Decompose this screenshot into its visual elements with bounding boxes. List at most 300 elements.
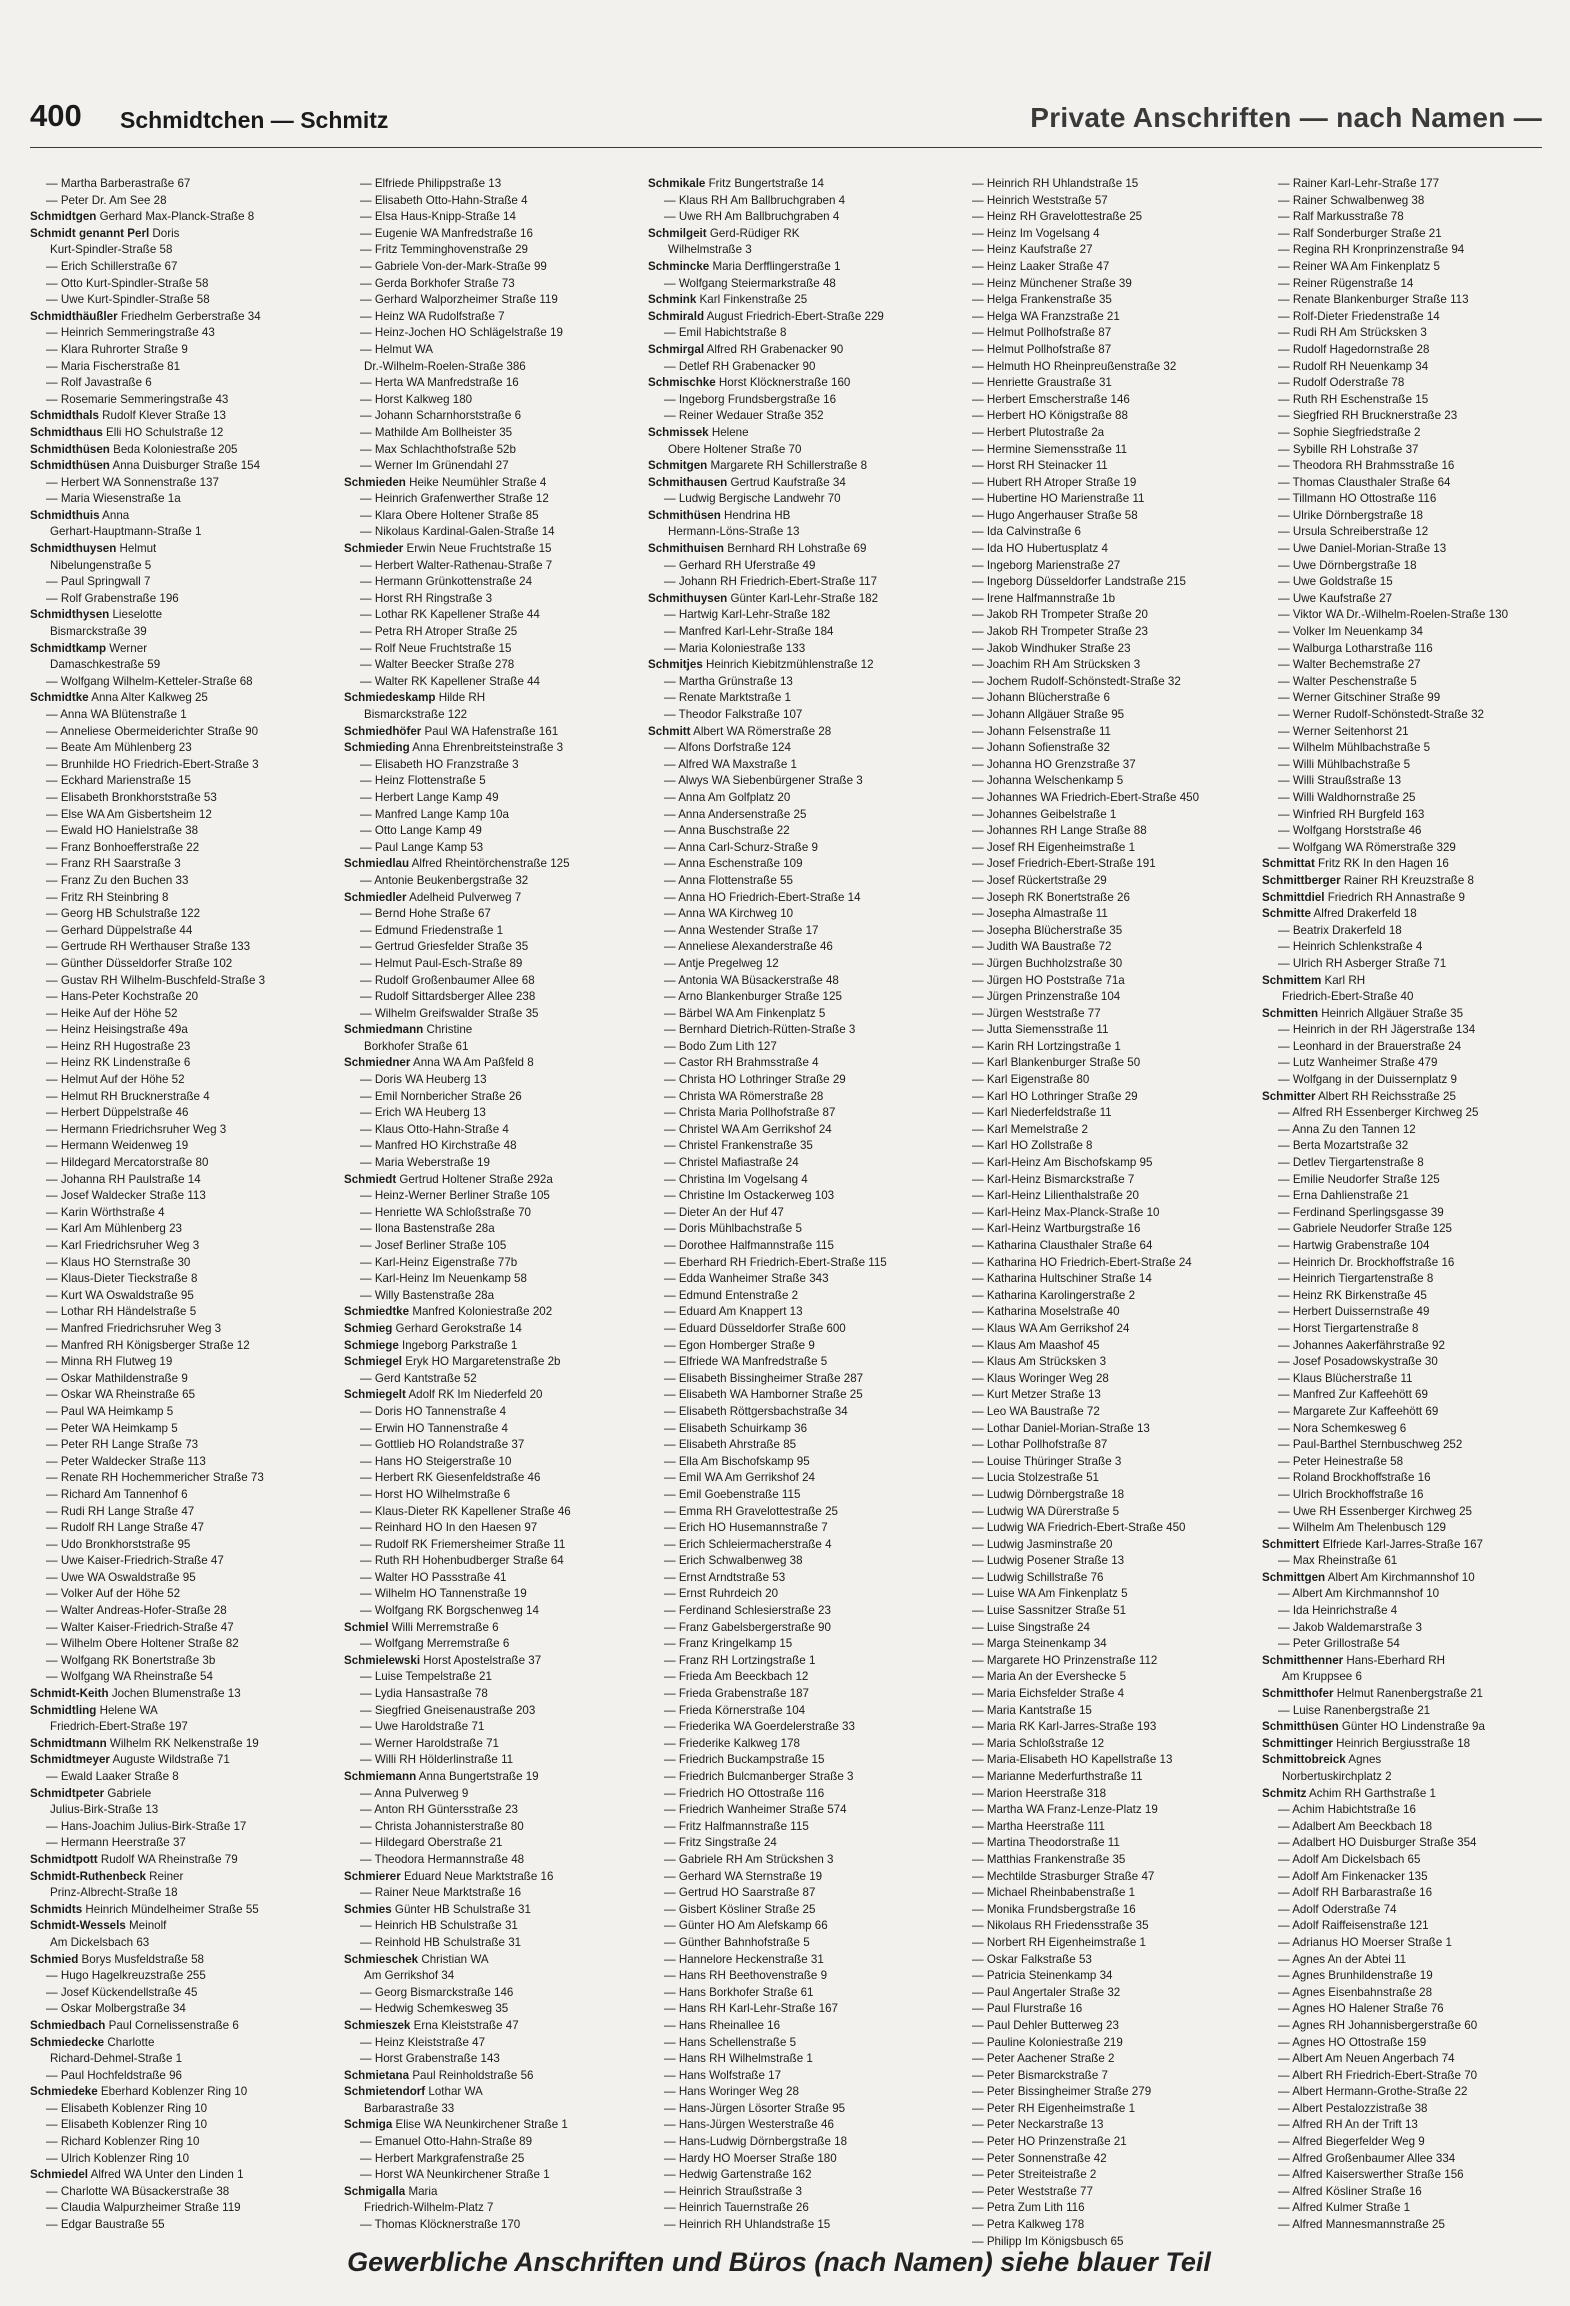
entry-details: Oskar Mathildenstraße 9 [60, 1371, 188, 1385]
repeat-dash: — [972, 1056, 987, 1070]
listing-entry [956, 1022, 1264, 1039]
entry-details: Claudia Walpurzheimer Straße 119 [60, 2201, 241, 2215]
entry-details: Martha Barberastraße 67 [60, 177, 191, 190]
repeat-dash: — [1278, 708, 1293, 721]
repeat-dash: — [1278, 392, 1293, 406]
listing-entry [30, 1221, 338, 1238]
entry-details: Herbert WA Sonnenstraße 137 [60, 475, 219, 489]
listing-entry [344, 674, 652, 691]
repeat-dash: — [46, 492, 61, 506]
surname-label: Schmithuysen [648, 591, 728, 605]
surname-label: Schmittberger [1262, 873, 1341, 887]
entry-details: Willi RH Hölderlinstraße 11 [374, 1753, 514, 1767]
repeat-dash: — [46, 890, 61, 904]
listing-entry [648, 890, 956, 907]
entry-details: Anna Andersenstraße 25 [678, 807, 807, 821]
surname-label: Schmink [648, 293, 697, 307]
repeat-dash: — [1278, 1454, 1293, 1468]
listing-entry [344, 956, 652, 973]
repeat-dash: — [664, 558, 679, 572]
repeat-dash: — [46, 824, 61, 838]
repeat-dash: — [360, 459, 375, 473]
listing-entry [344, 408, 652, 425]
listing-entry [344, 1686, 652, 1703]
repeat-dash: — [664, 625, 679, 639]
surname-label: Schmittdiel [1262, 890, 1325, 904]
entry-details: Karl Blankenburger Straße 50 [986, 1056, 1141, 1070]
entry-details: Gertrud Kaufstraße 34 [727, 475, 846, 489]
surname-label: Schmirald [648, 309, 705, 323]
entry-details: Christina Im Vogelsang 4 [678, 1172, 808, 1186]
entry-details: Johann Allgäuer Straße 95 [986, 708, 1125, 721]
repeat-dash: — [46, 1338, 61, 1352]
listing-entry [1262, 1603, 1570, 1620]
entry-details: Helmut WA [374, 342, 434, 356]
entry-details: Siegfried RH Brucknerstraße 23 [1292, 409, 1458, 423]
entry-details: Jutta Siemensstraße 11 [986, 1023, 1109, 1037]
listing-entry [648, 1354, 956, 1371]
repeat-dash: — [46, 1139, 61, 1153]
entry-details: Karl HO Zollstraße 8 [986, 1139, 1093, 1153]
listing-entry [956, 674, 1264, 691]
listing-entry [648, 2151, 956, 2168]
listing-entry [648, 740, 956, 757]
repeat-dash: — [360, 1272, 375, 1286]
repeat-dash: — [1278, 1023, 1293, 1037]
surname-label: Schmiegelt [344, 1388, 406, 1402]
entry-details: Frieda Körnerstraße 104 [678, 1703, 806, 1717]
repeat-dash: — [664, 1537, 679, 1551]
repeat-dash: — [46, 1637, 61, 1651]
listing-entry [956, 856, 1264, 873]
surname-entry [30, 425, 338, 442]
entry-details: Herbert Duissernstraße 49 [1292, 1305, 1430, 1319]
entry-details: Helmut [116, 542, 157, 556]
repeat-dash: — [46, 1272, 61, 1286]
listing-entry [648, 1138, 956, 1155]
repeat-dash: — [664, 973, 679, 987]
repeat-dash: — [46, 342, 61, 356]
entry-details: Maria Fischerstraße 81 [60, 359, 181, 373]
entry-details: Alfred Mannesmannstraße 25 [1292, 2218, 1445, 2232]
listing-entry [648, 1155, 956, 1172]
listing-entry [1262, 740, 1570, 757]
listing-entry [648, 1968, 956, 1985]
entry-details: Bismarckstraße 122 [364, 708, 468, 721]
listing-entry [956, 1304, 1264, 1321]
listing-entry [1262, 226, 1570, 243]
repeat-dash: — [1278, 2168, 1293, 2182]
listing-entry [30, 2134, 338, 2151]
entry-details: Theodora RH Brahmsstraße 16 [1292, 459, 1455, 473]
listing-entry [344, 1752, 652, 1769]
repeat-dash: — [1278, 1637, 1293, 1651]
repeat-dash: — [46, 1089, 61, 1103]
entry-details: Anna Carl-Schurz-Straße 9 [678, 840, 819, 854]
surname-label: Schmidtpott [30, 1852, 98, 1866]
surname-label: Schmiedecke [30, 2035, 105, 2049]
listing-entry [956, 773, 1264, 790]
surname-label: Schmitter [1262, 1089, 1316, 1103]
entry-details: Ludwig Schillstraße 76 [986, 1570, 1104, 1584]
repeat-dash: — [972, 525, 987, 539]
listing-entry [956, 1885, 1264, 1902]
repeat-dash: — [1278, 309, 1293, 323]
entry-details: Karl Memelstraße 2 [986, 1122, 1088, 1136]
repeat-dash: — [360, 309, 375, 323]
listing-entry [1262, 1255, 1570, 1272]
repeat-dash: — [972, 1521, 987, 1535]
entry-details: Walter HO Passstraße 41 [374, 1570, 507, 1584]
repeat-dash: — [46, 1305, 61, 1319]
entry-details: Karin Wörthstraße 4 [60, 1205, 165, 1219]
entry-details: Hilde RH [435, 691, 486, 705]
entry-details: Wilhelm RK Nelkenstraße 19 [106, 1736, 259, 1750]
listing-entry [344, 508, 652, 525]
repeat-dash: — [360, 1886, 375, 1900]
surname-entry [344, 690, 652, 707]
surname-label: Schmiedeke [30, 2085, 98, 2099]
listing-entry [648, 1686, 956, 1703]
repeat-dash: — [46, 177, 61, 190]
entry-details: Josef Berliner Straße 105 [374, 1239, 507, 1252]
listing-entry [648, 491, 956, 508]
surname-label: Schmidts [30, 1902, 83, 1916]
surname-label: Schmiedler [344, 890, 407, 904]
entry-details: Lydia Hansastraße 78 [374, 1687, 488, 1701]
listing-entry [1262, 508, 1570, 525]
surname-entry [344, 475, 652, 492]
repeat-dash: — [46, 1239, 61, 1252]
entry-details: Meinolf [125, 1919, 167, 1933]
repeat-dash: — [664, 1205, 679, 1219]
listing-entry [1262, 458, 1570, 475]
repeat-dash: — [360, 326, 375, 340]
repeat-dash: — [664, 1272, 679, 1286]
entry-details: Maria Koloniestraße 133 [678, 641, 806, 655]
entry-details: Lutz Wanheimer Straße 479 [1292, 1056, 1438, 1070]
listing-entry [344, 209, 652, 226]
entry-details: Otto Lange Kamp 49 [374, 824, 482, 838]
listing-entry [1262, 1487, 1570, 1504]
entry-details: Reinhard HO In den Haesen 97 [374, 1521, 538, 1535]
entry-details: Lothar Pollhofstraße 87 [986, 1438, 1108, 1452]
entry-details: Klaus WA Am Gerrikshof 24 [986, 1321, 1130, 1335]
repeat-dash: — [972, 1687, 987, 1701]
entry-details: Karl HO Lothringer Straße 29 [986, 1089, 1138, 1103]
repeat-dash: — [360, 1205, 375, 1219]
surname-label: Schmitthofer [1262, 1687, 1334, 1701]
entry-details: Wolfgang in der Duissernplatz 9 [1292, 1073, 1457, 1087]
surname-label: Schmitte [1262, 907, 1311, 921]
entry-details: Katharina Moselstraße 40 [986, 1305, 1120, 1319]
repeat-dash: — [972, 641, 987, 655]
listing-entry [956, 2101, 1264, 2118]
entry-details: Josef Kückendellstraße 45 [60, 1985, 198, 1999]
entry-details: Wolfgang Steiermarkstraße 48 [678, 276, 836, 290]
listing-entry [344, 1586, 652, 1603]
entry-details: Franz Zu den Buchen 33 [60, 873, 189, 887]
entry-details: Luise WA Am Finkenplatz 5 [986, 1587, 1128, 1601]
listing-entry [344, 1155, 652, 1172]
repeat-dash: — [972, 1255, 987, 1269]
listing-entry [956, 1620, 1264, 1637]
entry-details: Heinz RH Gravelottestraße 25 [986, 210, 1143, 224]
entry-details: Helmuth HO Rheinpreußenstraße 32 [986, 359, 1177, 373]
entry-details: Michael Rheinbabenstraße 1 [986, 1886, 1136, 1900]
repeat-dash: — [664, 2052, 679, 2066]
entry-details: Josef Rückertstraße 29 [986, 873, 1107, 887]
listing-entry [30, 1304, 338, 1321]
repeat-dash: — [46, 1056, 61, 1070]
listing-entry [344, 1669, 652, 1686]
repeat-dash: — [360, 1554, 375, 1568]
entry-details: Doris Mühlbachstraße 5 [678, 1222, 802, 1236]
surname-entry [344, 541, 652, 558]
repeat-dash: — [972, 857, 987, 871]
entry-details: Karin RH Lortzingstraße 1 [986, 1039, 1121, 1053]
listing-entry [956, 1437, 1264, 1454]
entry-details: Ludwig Jasminstraße 20 [986, 1537, 1113, 1551]
repeat-dash: — [360, 1371, 375, 1385]
surname-entry [30, 1786, 338, 1803]
listing-entry [344, 1138, 652, 1155]
entry-details: Barbarastraße 33 [364, 2101, 455, 2115]
entry-details: Ida HO Hubertusplatz 4 [986, 542, 1108, 556]
listing-entry [956, 823, 1264, 840]
entry-details: Horst Grabenstraße 143 [374, 2052, 500, 2066]
entry-details: Adolf Am Finkenacker 135 [1292, 1869, 1428, 1883]
listing-entry [956, 1487, 1264, 1504]
repeat-dash: — [1278, 525, 1293, 539]
entry-details: Hendrina HB [720, 508, 791, 522]
repeat-dash: — [360, 2002, 375, 2016]
surname-entry [344, 1338, 652, 1355]
entry-details: Irene Halfmannstraße 1b [986, 591, 1116, 605]
entry-details: Karl-Heinz Bismarckstraße 7 [986, 1172, 1135, 1186]
listing-entry [1262, 176, 1570, 193]
listing-entry [956, 2184, 1264, 2201]
repeat-dash: — [46, 1653, 61, 1667]
entry-details: Beate Am Mühlenberg 23 [60, 741, 192, 755]
repeat-dash: — [1278, 1620, 1293, 1634]
listing-entry [1262, 1703, 1570, 1720]
repeat-dash: — [46, 2184, 61, 2198]
entry-details: Bernhard RH Lohstraße 69 [724, 542, 867, 556]
entry-details: Rudolf Klever Straße 13 [98, 409, 226, 423]
listing-entry [30, 807, 338, 824]
repeat-dash: — [1278, 359, 1293, 373]
repeat-dash: — [1278, 2052, 1293, 2066]
repeat-dash: — [972, 2151, 987, 2165]
repeat-dash: — [1278, 1935, 1293, 1949]
surname-label: Schmidthäußler [30, 309, 118, 323]
listing-entry [956, 1703, 1264, 1720]
entry-details: Anna Eschenstraße 109 [678, 857, 803, 871]
entry-details: Friedrich-Wilhelm-Platz 7 [364, 2201, 494, 2215]
surname-entry [30, 1952, 338, 1969]
entry-details: Heinz Flottenstraße 5 [374, 774, 486, 788]
listing-entry [30, 1288, 338, 1305]
entry-details: Frieda Grabenstraße 187 [678, 1687, 810, 1701]
entry-details: Wilhelm Mühlbachstraße 5 [1292, 741, 1431, 755]
repeat-dash: — [664, 1570, 679, 1584]
listing-entry [648, 1238, 956, 1255]
repeat-dash: — [664, 1852, 679, 1866]
entry-details: Heinrich Tauernstraße 26 [678, 2201, 809, 2215]
entry-details: Lucia Stolzestraße 51 [986, 1471, 1099, 1485]
listing-entry [956, 1918, 1264, 1935]
repeat-dash: — [1278, 724, 1293, 738]
surname-label: Schmiege [344, 1338, 399, 1352]
listing-entry [956, 1454, 1264, 1471]
entry-details: Johanna RH Paulstraße 14 [60, 1172, 201, 1186]
entry-details: Uwe Goldstraße 15 [1292, 575, 1393, 589]
listing-entry [1262, 1885, 1570, 1902]
listing-entry [648, 1885, 956, 1902]
listing-entry [344, 973, 652, 990]
repeat-dash: — [360, 1786, 375, 1800]
listing-column-5 [1262, 176, 1570, 2232]
surname-entry [30, 309, 338, 326]
surname-entry [1262, 1006, 1570, 1023]
repeat-dash: — [972, 475, 987, 489]
entry-details: Hans-Jürgen Westerstraße 46 [678, 2118, 834, 2132]
entry-details: Albert Pestalozzistraße 38 [1292, 2101, 1428, 2115]
entry-details: Heinrich in der RH Jägerstraße 134 [1292, 1023, 1476, 1037]
entry-details: Ferdinand Sperlingsgasse 39 [1292, 1205, 1444, 1219]
entry-details: Paul WA Hafenstraße 161 [421, 724, 559, 738]
entry-details: Ulrike Dörnbergstraße 18 [1292, 508, 1423, 522]
listing-entry [956, 176, 1264, 193]
surname-label: Schmidt genannt Perl [30, 226, 150, 240]
listing-entry [956, 524, 1264, 541]
repeat-dash: — [664, 359, 679, 373]
entry-details: Helmut Paul-Esch-Straße 89 [374, 956, 523, 970]
listing-entry [1262, 1470, 1570, 1487]
listing-entry [344, 1885, 652, 1902]
repeat-dash: — [360, 1006, 375, 1020]
repeat-dash: — [1278, 1554, 1293, 1568]
repeat-dash: — [972, 1487, 987, 1501]
listing-entry [956, 458, 1264, 475]
surname-label: Schmiedner [344, 1056, 411, 1070]
repeat-dash: — [360, 840, 375, 854]
entry-details: Rudolf Großenbaumer Allee 68 [374, 973, 535, 987]
entry-details: Klaus Blücherstraße 11 [1292, 1371, 1413, 1385]
listing-entry [344, 1985, 652, 2002]
repeat-dash: — [972, 1371, 987, 1385]
repeat-dash: — [972, 591, 987, 605]
listing-entry [30, 2217, 338, 2234]
listing-entry [648, 1338, 956, 1355]
repeat-dash: — [972, 1653, 987, 1667]
listing-entry [956, 1835, 1264, 1852]
repeat-dash: — [1278, 2118, 1293, 2132]
entry-details: Brunhilde HO Friedrich-Ebert-Straße 3 [60, 757, 259, 771]
entry-details: Alfons Dorfstraße 124 [678, 741, 791, 755]
entry-details: Judith WA Baustraße 72 [986, 940, 1112, 954]
repeat-dash: — [972, 2035, 987, 2049]
listing-entry [1262, 325, 1570, 342]
entry-details: Hildegard Mercatorstraße 80 [60, 1156, 209, 1170]
listing-entry [648, 1669, 956, 1686]
listing-entry [344, 524, 652, 541]
entry-details: Reiner WA Am Finkenplatz 5 [1292, 259, 1440, 273]
repeat-dash: — [1278, 1255, 1293, 1269]
listing-entry [1262, 690, 1570, 707]
entry-details: Dieter An der Huf 47 [678, 1205, 784, 1219]
listing-entry [344, 1852, 652, 1869]
listing-entry [1262, 1039, 1570, 1056]
entry-details: Friedrich-Ebert-Straße 40 [1282, 990, 1414, 1004]
listing-entry [956, 292, 1264, 309]
entry-details: Peter Aachener Straße 2 [986, 2052, 1115, 2066]
repeat-dash: — [972, 1006, 987, 1020]
entry-details: Peter HO Prinzenstraße 21 [986, 2135, 1127, 2149]
surname-label: Schmieden [344, 475, 406, 489]
repeat-dash: — [972, 243, 987, 257]
entry-details: Josef Friedrich-Ebert-Straße 191 [986, 857, 1156, 871]
repeat-dash: — [972, 890, 987, 904]
entry-details: Richard Am Tannenhof 6 [60, 1487, 188, 1501]
repeat-dash: — [360, 492, 375, 506]
listing-entry [648, 956, 956, 973]
listing-entry [344, 1802, 652, 1819]
entry-details: Kurt Metzer Straße 13 [986, 1388, 1101, 1402]
listing-entry [30, 707, 338, 724]
listing-entry [648, 1852, 956, 1869]
listing-entry [648, 1703, 956, 1720]
surname-label: Schmigalla [344, 2184, 406, 2198]
entry-details: Thomas Clausthaler Straße 64 [1292, 475, 1451, 489]
repeat-dash: — [360, 508, 375, 522]
entry-details: Rudolf RK Friemersheimer Straße 11 [374, 1537, 566, 1551]
surname-entry [648, 475, 956, 492]
entry-details: Bismarckstraße 39 [50, 625, 147, 639]
listing-entry [648, 807, 956, 824]
listing-entry [956, 1504, 1264, 1521]
entry-details: Werner Im Grünendahl 27 [374, 459, 509, 473]
entry-details: Ulrich RH Asberger Straße 71 [1292, 956, 1447, 970]
entry-details: Agnes An der Abtei 11 [1292, 1952, 1407, 1966]
repeat-dash: — [972, 1720, 987, 1734]
repeat-dash: — [360, 923, 375, 937]
repeat-dash: — [972, 309, 987, 323]
listing-entry [648, 939, 956, 956]
repeat-dash: — [360, 1073, 375, 1087]
entry-details: Uwe WA Oswaldstraße 95 [60, 1570, 196, 1584]
repeat-dash: — [664, 741, 679, 755]
entry-details: Richard-Dehmel-Straße 1 [50, 2052, 183, 2066]
repeat-dash: — [46, 1985, 61, 1999]
entry-details: Peter RH Lange Straße 73 [60, 1438, 199, 1452]
listing-entry [1262, 2101, 1570, 2118]
entry-details: Willi Merremstraße 6 [388, 1620, 499, 1634]
entry-details: Josef RH Eigenheimstraße 1 [986, 840, 1136, 854]
repeat-dash: — [360, 1537, 375, 1551]
repeat-dash: — [46, 674, 61, 688]
entry-details: Heinz Laaker Straße 47 [986, 259, 1110, 273]
listing-entry [1262, 757, 1570, 774]
repeat-dash: — [360, 1504, 375, 1518]
repeat-dash: — [1278, 591, 1293, 605]
entry-details: Alfred RH Essenberger Kirchweg 25 [1292, 1106, 1479, 1120]
repeat-dash: — [46, 1604, 61, 1618]
surname-label: Schmidtling [30, 1703, 97, 1717]
repeat-dash: — [46, 1321, 61, 1335]
listing-entry [956, 541, 1264, 558]
